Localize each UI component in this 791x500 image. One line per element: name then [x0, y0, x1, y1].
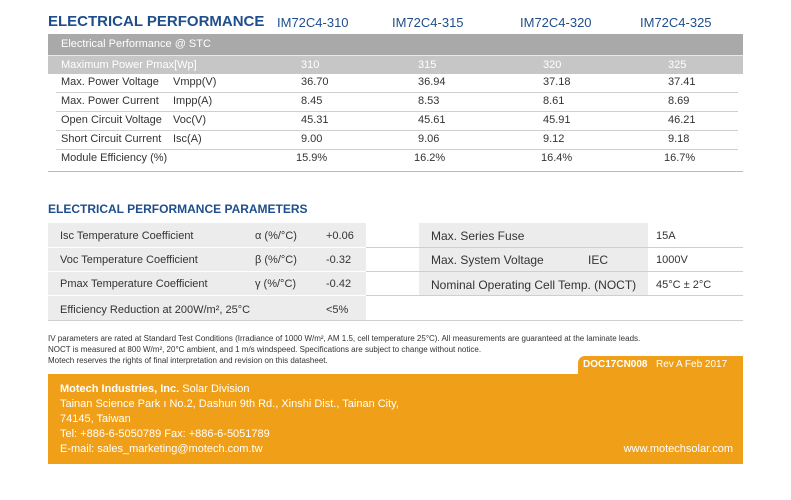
- param-label: Max. System Voltage: [431, 253, 544, 267]
- param-value: 15A: [656, 230, 676, 242]
- doc-rev: Rev A Feb 2017: [656, 359, 728, 370]
- section-title-electrical-performance: ELECTRICAL PERFORMANCE: [48, 13, 265, 30]
- model-header-1: IM72C4-310: [277, 15, 349, 30]
- note-line: NOCT is measured at 800 W/m², 20°C ambient, and 1 m/s windspeed. Specifications are subject to change without notice.: [48, 345, 482, 354]
- param-label: Nominal Operating Cell Temp. (NOCT): [431, 278, 637, 292]
- parameters-table: [48, 223, 743, 323]
- division: Solar Division: [182, 383, 250, 395]
- email[interactable]: E-mail: sales_marketing@motech.com.tw: [60, 443, 263, 455]
- stc-table: [48, 34, 743, 172]
- table-row: Max. Power Voltage Vmpp(V) 36.70 36.94 37.18 37.41: [61, 76, 696, 88]
- table-row: Short Circuit Current Isc(A) 9.00 9.06 9.12 9.18: [61, 133, 690, 145]
- param-unit: β (%/°C): [255, 254, 297, 266]
- param-label: Voc Temperature Coefficient: [60, 254, 198, 266]
- param-unit: γ (%/°C): [255, 278, 297, 290]
- param-unit: α (%/°C): [255, 230, 297, 242]
- address-line-2: 74145, Taiwan: [60, 413, 131, 425]
- model-header-4: IM72C4-325: [640, 15, 712, 30]
- row-divider: [366, 295, 743, 296]
- note-line: IV parameters are rated at Standard Test Conditions (Irradiance of 1000 W/m², AM 1.5, cell temperature 25°C). All measurements are guaranteed at the laminate leads.: [48, 334, 641, 343]
- param-label: Isc Temperature Coefficient: [60, 230, 194, 242]
- model-header-2: IM72C4-315: [392, 15, 464, 30]
- row-divider: [366, 247, 743, 248]
- phone-fax: Tel: +886-6-5050789 Fax: +886-6-5051789: [60, 428, 270, 440]
- param-value: -0.42: [326, 278, 352, 290]
- param-extra: IEC: [588, 253, 609, 267]
- row-divider: [48, 271, 366, 272]
- footer: [48, 374, 743, 464]
- doc-code: DOC17CN008: [583, 359, 648, 370]
- table-row: Open Circuit Voltage Voc(V) 45.31 45.61 45.91 46.21: [61, 114, 696, 126]
- table-row: Max. Power Current Impp(A) 8.45 8.53 8.61 8.69: [61, 95, 690, 107]
- section-title-parameters: ELECTRICAL PERFORMANCE PARAMETERS: [48, 202, 308, 216]
- pmax-row: Maximum Power Pmax[Wp] 310 315 320 325: [48, 55, 743, 74]
- param-label: Efficiency Reduction at 200W/m², 25°C: [60, 304, 251, 316]
- website-link[interactable]: www.motechsolar.com: [623, 443, 733, 455]
- note-line: Motech reserves the rights of final interpretation and revision on this datasheet.: [48, 356, 328, 365]
- param-value: 1000V: [656, 254, 688, 266]
- param-label: Max. Series Fuse: [431, 229, 525, 243]
- company-line: [60, 383, 250, 395]
- param-value: +0.06: [326, 230, 354, 242]
- row-divider: [48, 295, 366, 296]
- doc-tab: [578, 356, 743, 374]
- row-divider: [366, 271, 743, 272]
- address-line-1: Tainan Science Park ı No.2, Dashun 9th Rd., Xinshi Dist., Tainan City,: [60, 398, 399, 410]
- param-value: 45°C ± 2°C: [656, 279, 712, 291]
- stc-header: Electrical Performance @ STC: [48, 34, 743, 55]
- row-divider: [48, 320, 743, 321]
- param-label: Pmax Temperature Coefficient: [60, 278, 208, 290]
- table-row: Module Efficiency (%) 15.9% 16.2% 16.4% 16.7%: [61, 152, 696, 164]
- company-name: Motech Industries, Inc.: [60, 383, 180, 395]
- param-value: <5%: [326, 304, 349, 316]
- param-value: -0.32: [326, 254, 352, 266]
- model-header-3: IM72C4-320: [520, 15, 592, 30]
